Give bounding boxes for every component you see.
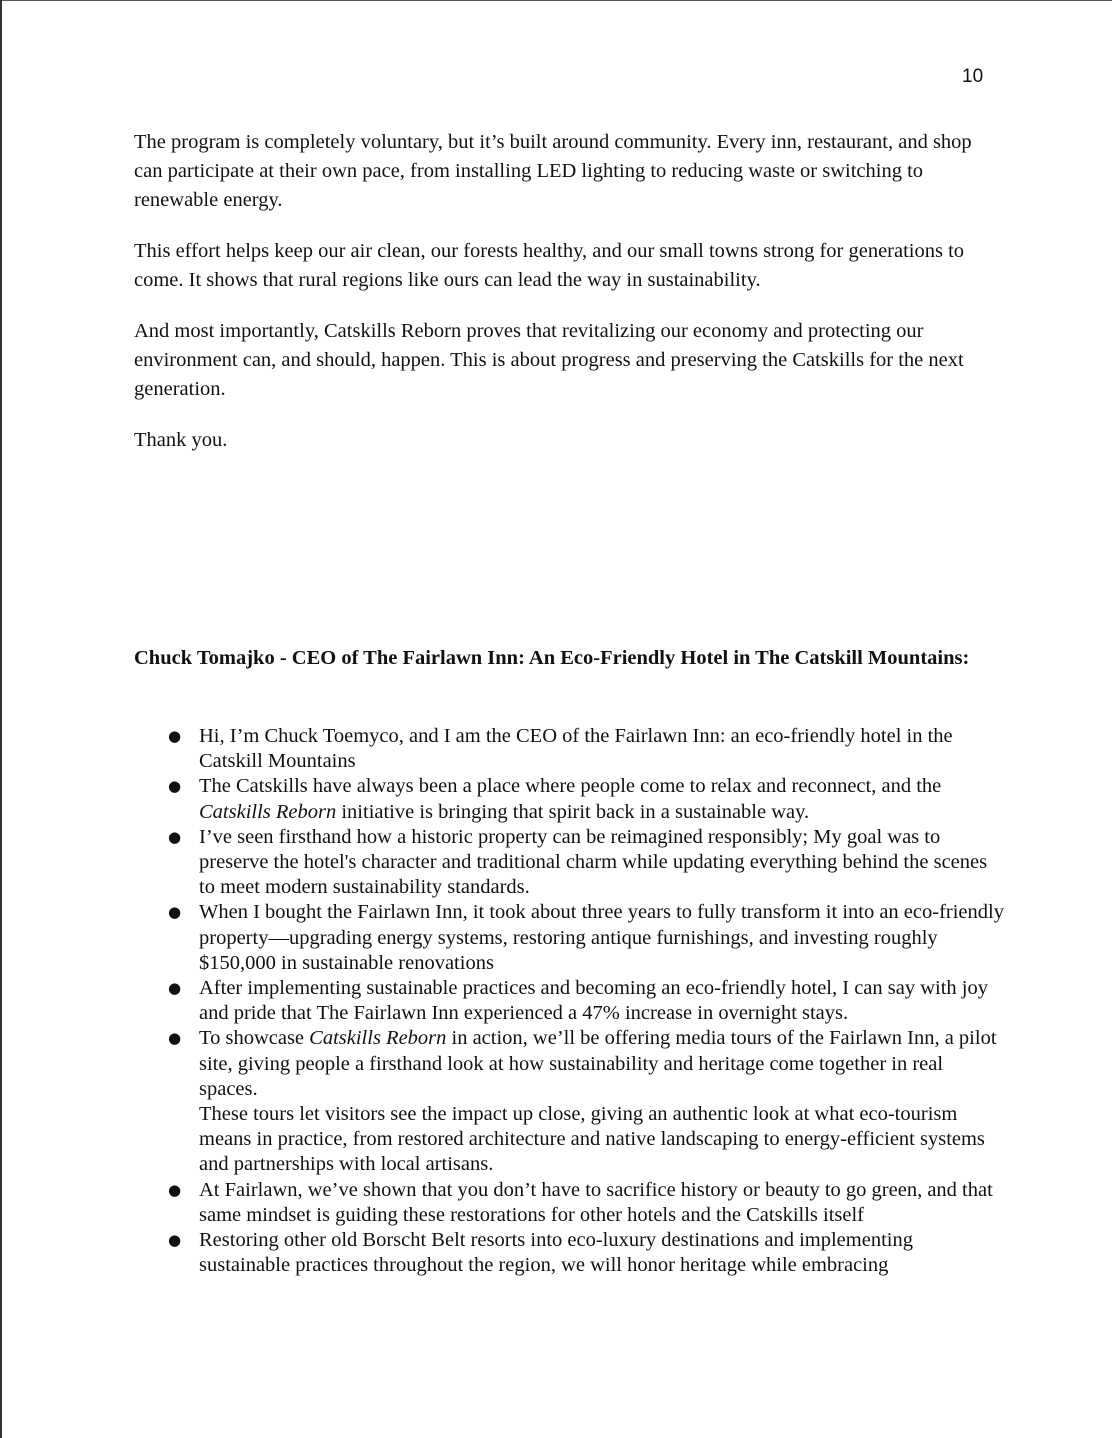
paragraph-effort: This effort helps keep our air clean, our forests healthy, and our small towns strong for generations to come. It shows that rural regions like ours can lead the way in sustainability. <box>134 240 965 291</box>
bullet-icon: ● <box>168 827 182 846</box>
page-left-edge <box>0 0 2 1438</box>
bullet-text: When I bought the Fairlawn Inn, it took about three years to fully transform it into an eco-friendly property—upgrading energy systems, restoring antique furnishings, and investing roughly $150,000 in sustainable renovations <box>199 901 1004 974</box>
bullet-continuation: These tours let visitors see the impact up close, giving an authentic look at what eco-tourism means in practice, from restored architecture and native landscaping to energy-efficient systems and partnerships with local artisans. <box>199 1103 985 1176</box>
page-top-edge <box>0 0 1112 1</box>
intro-paragraphs <box>134 128 1004 455</box>
bullet-icon: ● <box>168 979 182 998</box>
bullet-item <box>134 825 1004 901</box>
bullet-text: To showcase <box>199 1027 310 1050</box>
bullet-icon: ● <box>168 1231 182 1250</box>
paragraph-program: The program is completely voluntary, but it’s built around community. Every inn, restaurant, and shop can participate at their own pace, from installing LED lighting to reducing waste or switching to renewable energy. <box>134 131 972 211</box>
bullet-item <box>134 976 1004 1026</box>
bullet-item <box>134 724 1004 774</box>
bullet-icon: ● <box>168 903 182 922</box>
bullet-text: initiative is bringing that spirit back in a sustainable way. <box>336 800 810 823</box>
bullet-text: I’ve seen firsthand how a historic property can be reimagined responsibly; My goal was to preserve the hotel's character and traditional charm while updating everything behind the scenes to meet modern sustainability standards. <box>199 825 988 899</box>
section-heading: Chuck Tomajko - CEO of The Fairlawn Inn: An Eco-Friendly Hotel in The Catskill Mountains: <box>134 647 970 669</box>
bullet-italic-title: Catskills Reborn <box>309 1027 447 1050</box>
bullet-list <box>134 724 1004 1278</box>
bullet-icon: ● <box>168 727 182 745</box>
bullet-text: After implementing sustainable practices and becoming an eco-friendly hotel, I can say with joy and pride that The Fairlawn Inn experienced a 47% increase in overnight stays. <box>199 977 988 1025</box>
bullet-item <box>134 1026 1004 1177</box>
paragraph-thanks: Thank you. <box>134 429 228 451</box>
bullet-italic-title: Catskills Reborn <box>199 800 337 823</box>
paragraph-importance: And most importantly, Catskills Reborn proves that revitalizing our economy and protecting our environment can, and should, happen. This is about progress and preserving the Catskills for the next generation. <box>134 320 964 400</box>
bullet-icon: ● <box>168 1029 182 1048</box>
bullet-item <box>134 1178 1004 1228</box>
bullet-item <box>134 774 1004 824</box>
bullet-text: At Fairlawn, we’ve shown that you don’t have to sacrifice history or beauty to go green, and that same mindset is guiding these restorations for other hotels and the Catskills itself <box>199 1178 993 1226</box>
bullet-text: in action, we’ll be offering media tours of the Fairlawn Inn, a pilot site, giving people a firsthand look at how sustainability and heritage come together in real spaces. <box>199 1027 997 1100</box>
bullet-text: The Catskills have always been a place where people come to relax and reconnect, and the <box>199 775 942 798</box>
bullet-item <box>134 1228 1004 1278</box>
page-number: 10 <box>962 66 984 87</box>
bullet-item <box>134 900 1004 976</box>
bullet-icon: ● <box>168 1180 182 1199</box>
bullet-icon: ● <box>168 777 182 796</box>
bullet-text: Restoring other old Borscht Belt resorts into eco-luxury destinations and implementing sustainable practices throughout the region, we will honor heritage while embracing <box>199 1229 913 1277</box>
bullet-text: Hi, I’m Chuck Toemyco, and I am the CEO of the Fairlawn Inn: an eco-friendly hotel in the Catskill Mountains <box>199 725 953 773</box>
